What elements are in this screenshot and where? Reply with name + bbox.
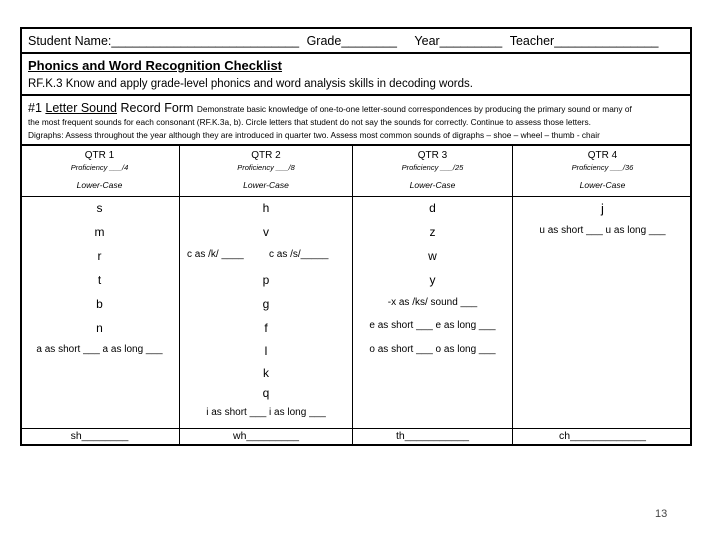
qtr4-label: QTR 4 bbox=[587, 150, 618, 161]
letter-item[interactable]: j bbox=[601, 201, 604, 216]
section-name: Letter Sound bbox=[45, 101, 117, 115]
header-row bbox=[28, 34, 658, 48]
year-field[interactable]: Year_________ bbox=[414, 34, 503, 48]
letter-item[interactable]: f bbox=[264, 321, 268, 335]
letter-item[interactable]: c as /k/ ____ bbox=[187, 249, 244, 260]
letter-item[interactable]: s bbox=[96, 201, 103, 215]
qtr4-proficiency[interactable]: Proficiency ___/36 bbox=[571, 163, 634, 172]
letter-item[interactable]: y bbox=[429, 273, 436, 287]
section-heading bbox=[28, 101, 632, 115]
teacher-field[interactable]: Teacher_______________ bbox=[509, 34, 659, 48]
student-name-field[interactable]: Student Name:___________________________ bbox=[28, 34, 300, 48]
letter-item[interactable]: z bbox=[429, 225, 436, 239]
qtr1-case: Lower-Case bbox=[76, 180, 123, 190]
grade-field[interactable]: Grade________ bbox=[306, 34, 397, 48]
standard-text: RF.K.3 Know and apply grade-level phonics and word analysis skills in decoding words. bbox=[28, 78, 473, 90]
page-number: 13 bbox=[655, 508, 668, 520]
letter-item[interactable]: b bbox=[96, 297, 103, 311]
letter-item[interactable]: m bbox=[94, 225, 105, 239]
qtr3-label: QTR 3 bbox=[417, 150, 448, 161]
digraph-sh[interactable]: sh________ bbox=[70, 430, 129, 442]
qtr2-label: QTR 2 bbox=[251, 150, 281, 161]
qtr3-case: Lower-Case bbox=[409, 180, 456, 190]
letter-item[interactable]: q bbox=[262, 386, 270, 400]
letter-item[interactable]: a as short ___ a as long ___ bbox=[36, 344, 163, 355]
divider-section bbox=[20, 144, 692, 146]
letter-item[interactable]: d bbox=[429, 201, 436, 215]
page-title: Phonics and Word Recognition Checklist bbox=[28, 58, 283, 73]
letter-item[interactable]: v bbox=[263, 225, 269, 239]
letter-item[interactable]: w bbox=[428, 249, 437, 263]
digraph-wh[interactable]: wh_________ bbox=[233, 430, 299, 442]
section-form: Record Form bbox=[120, 101, 194, 115]
letter-item[interactable]: g bbox=[262, 297, 270, 311]
qtr1-label: QTR 1 bbox=[84, 150, 115, 161]
section-description-2: the most frequent sounds for each consonant (RF.K.3a, b). Circle letters that student do not say the sounds for correctly. Continue to assess those letters. bbox=[28, 117, 591, 127]
letter-item[interactable]: c as /s/_____ bbox=[269, 249, 329, 260]
section-description-3: Digraphs: Assess throughout the year although they are introduced in quarter two. Assess most common sounds of digraphs – shoe – wheel – thumb - chair bbox=[28, 130, 600, 140]
qtr4-case: Lower-Case bbox=[579, 180, 626, 190]
letter-item[interactable]: p bbox=[262, 273, 270, 287]
letter-item[interactable]: -x as /ks/ sound ___ bbox=[387, 297, 478, 308]
letter-item[interactable]: l bbox=[264, 344, 268, 358]
letter-item[interactable]: r bbox=[97, 249, 102, 263]
letter-item[interactable]: n bbox=[96, 321, 103, 335]
letter-item[interactable]: e as short ___ e as long ___ bbox=[369, 320, 496, 331]
section-description-1: Demonstrate basic knowledge of one-to-one letter-sound correspondences by producing the primary sound or many of bbox=[196, 104, 632, 114]
divider-digraphs bbox=[20, 428, 692, 429]
digraph-th[interactable]: th___________ bbox=[396, 430, 469, 442]
section-number: #1 bbox=[28, 101, 42, 115]
divider-standard bbox=[20, 94, 692, 96]
qtr2-case: Lower-Case bbox=[243, 180, 289, 190]
letter-item[interactable]: i as short ___ i as long ___ bbox=[206, 407, 326, 418]
digraph-ch[interactable]: ch_____________ bbox=[558, 430, 646, 442]
divider-lowercase bbox=[20, 196, 692, 197]
divider-header bbox=[20, 52, 692, 54]
qtr3-proficiency[interactable]: Proficiency ___/25 bbox=[401, 163, 464, 172]
letter-item[interactable]: k bbox=[263, 366, 269, 380]
qtr1-proficiency[interactable]: Proficiency ___/4 bbox=[70, 163, 129, 172]
letter-item[interactable]: h bbox=[262, 201, 270, 215]
qtr2-proficiency[interactable]: Proficiency ___/8 bbox=[237, 163, 295, 172]
letter-item[interactable]: t bbox=[97, 273, 102, 287]
letter-item[interactable]: o as short ___ o as long ___ bbox=[369, 344, 496, 355]
letter-item[interactable]: u as short ___ u as long ___ bbox=[539, 225, 666, 236]
